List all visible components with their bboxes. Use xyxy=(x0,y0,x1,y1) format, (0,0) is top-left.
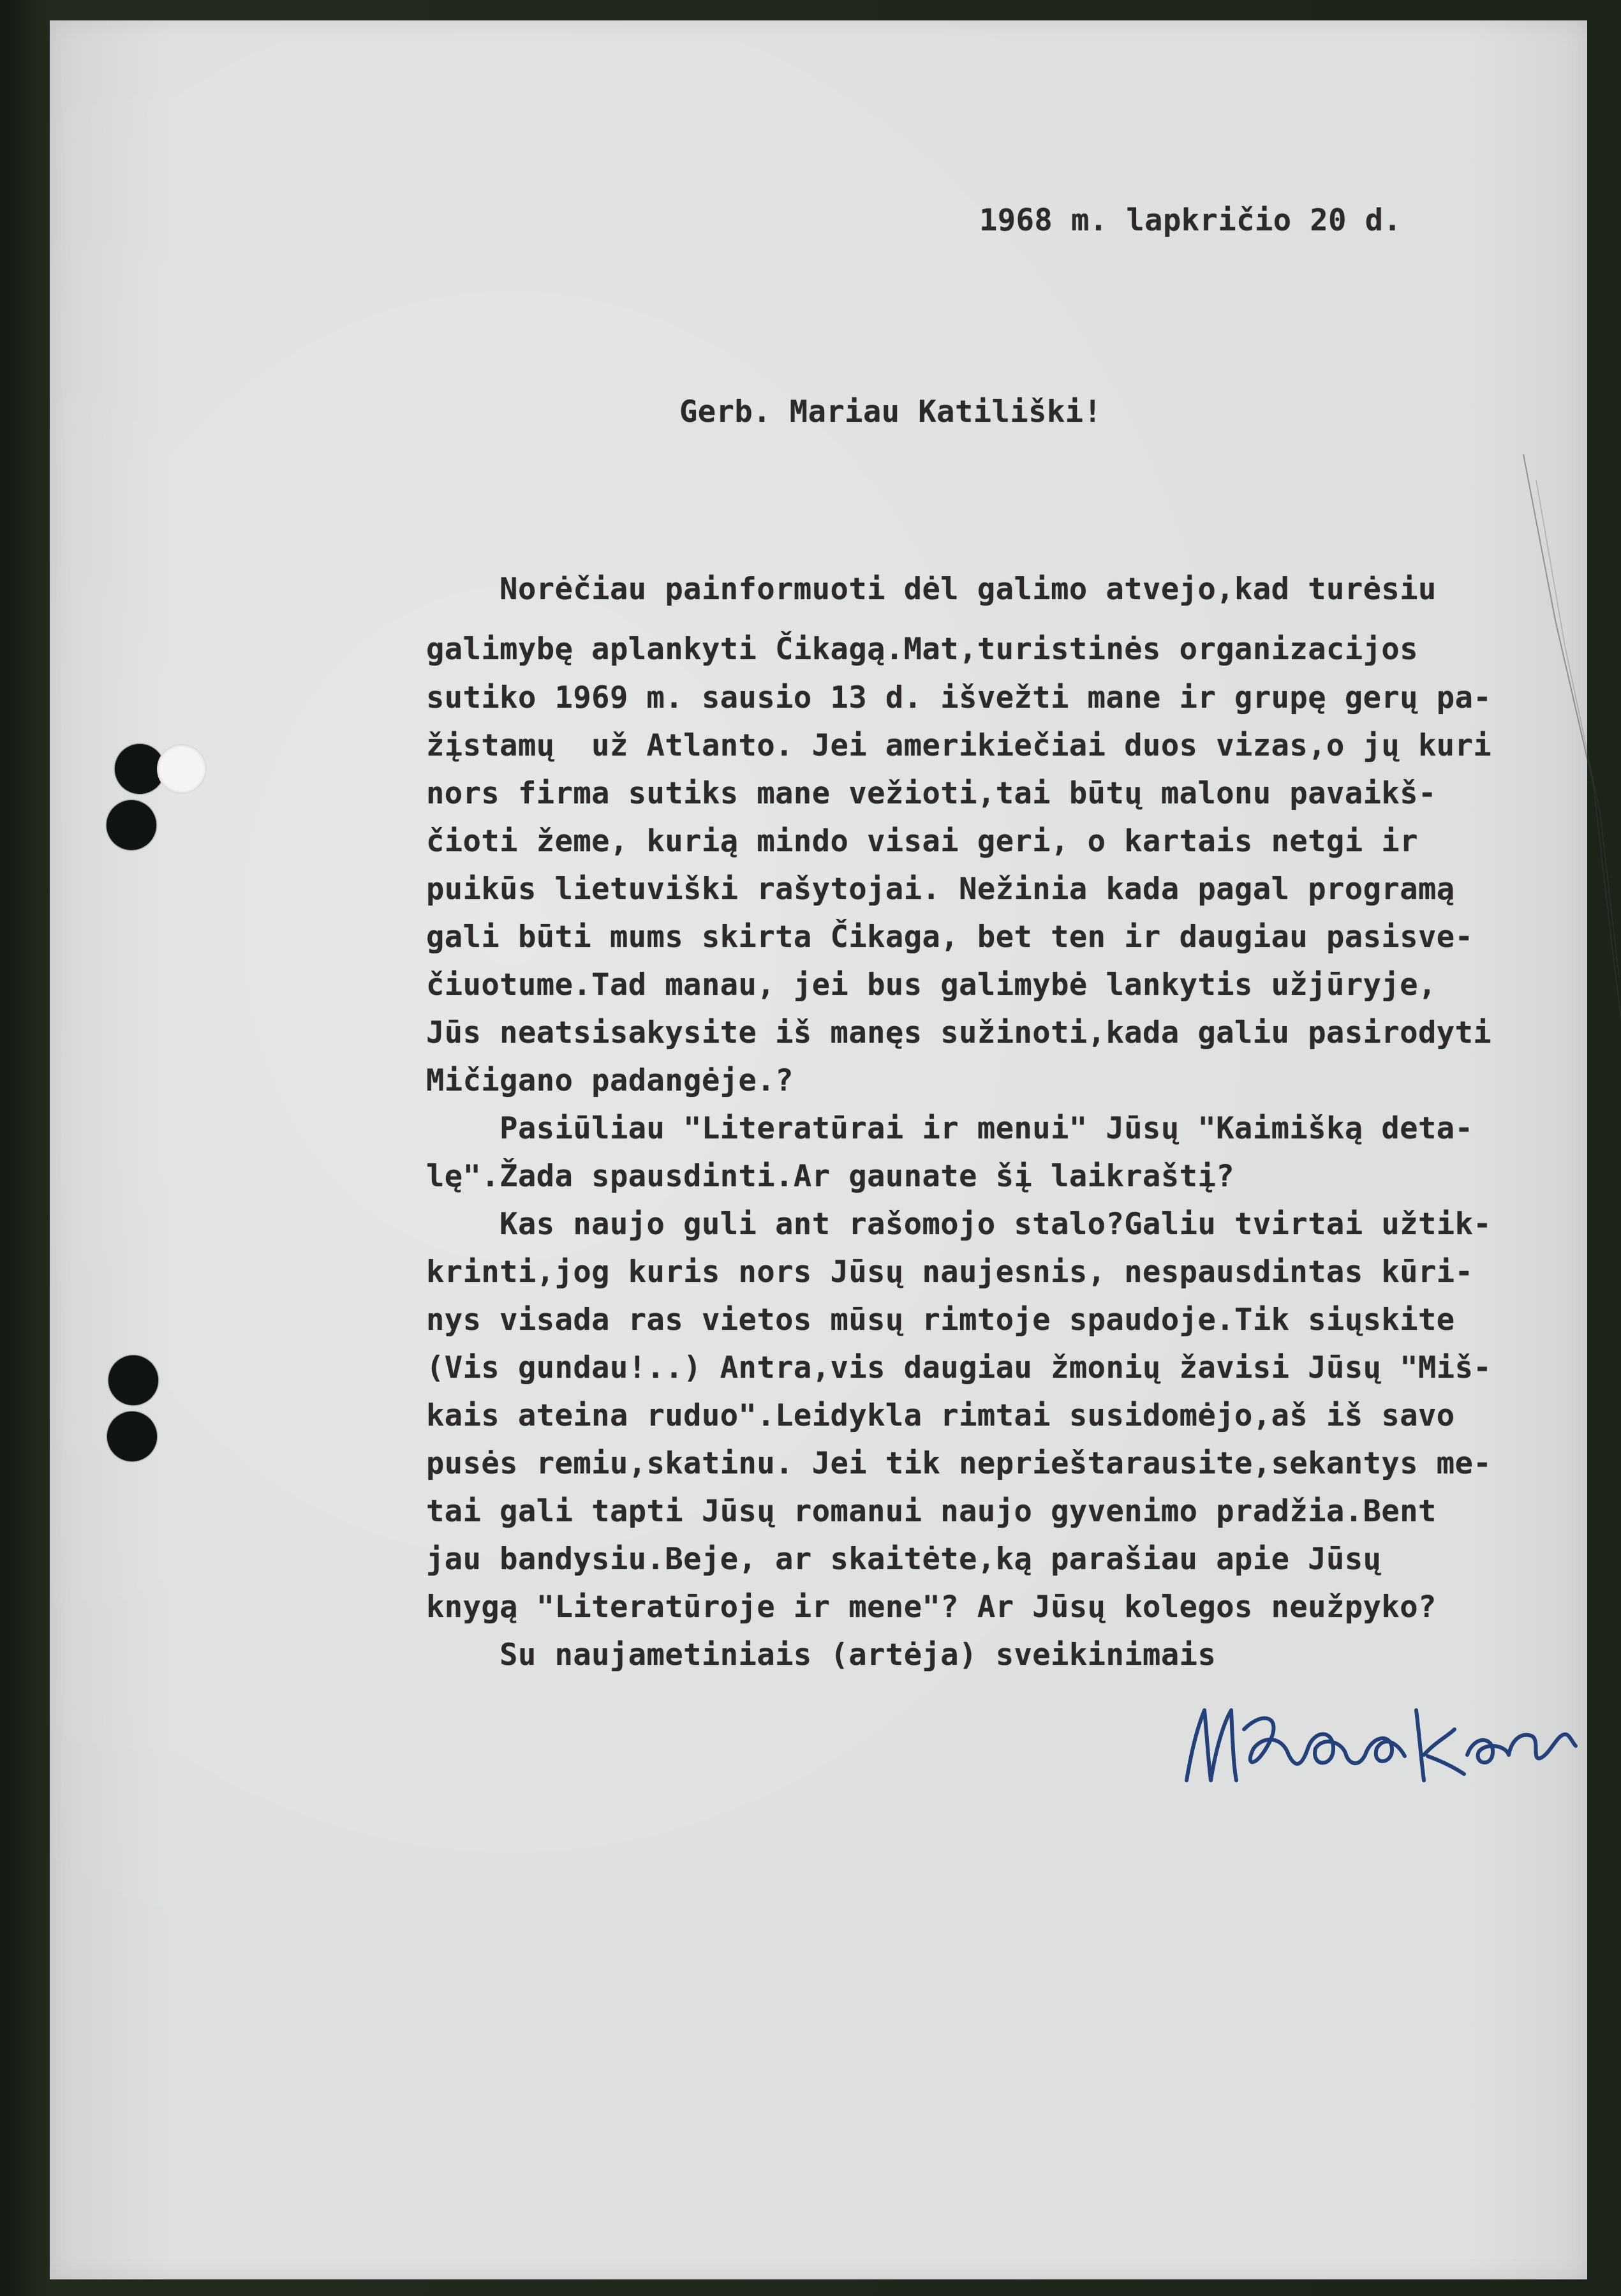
body-line: Jūs neatsisakysite iš manęs sužinoti,kada galiu pasirodyti xyxy=(426,1015,1492,1050)
body-line: nors firma sutiks mane vežioti,tai būtų malonu pavaikš- xyxy=(426,776,1437,811)
body-line: puikūs lietuviški rašytojai. Nežinia kada pagal programą xyxy=(426,872,1455,907)
body-line: lę".Žada spausdinti.Ar gaunate šį laikraštį? xyxy=(426,1159,1235,1194)
body-line: (Vis gundau!..) Antra,vis daugiau žmonių žavisi Jūsų "Miš- xyxy=(426,1350,1492,1385)
body-line: kais ateina ruduo".Leidykla rimtai susidomėjo,aš iš savo xyxy=(426,1398,1455,1433)
body-line: Mičigano padangėje.? xyxy=(426,1063,794,1098)
letter-page xyxy=(50,20,1587,2279)
body-line: Pasiūliau "Literatūrai ir menui" Jūsų "Kaimišką deta- xyxy=(426,1111,1474,1146)
body-line: Su naujametiniais (artėja) sveikinimais xyxy=(426,1637,1217,1673)
body-line: tai gali tapti Jūsų romanui naujo gyvenimo pradžia.Bent xyxy=(426,1494,1437,1529)
body-line: nys visada ras vietos mūsų rimtoje spaudoje.Tik siųskite xyxy=(426,1302,1455,1338)
body-line: krinti,jog kuris nors Jūsų naujesnis, nespausdintas kūri- xyxy=(426,1255,1474,1290)
body-line: jau bandysiu.Beje, ar skaitėte,ką parašiau apie Jūsų xyxy=(426,1542,1382,1577)
letter-date: 1968 m. lapkričio 20 d. xyxy=(979,203,1402,238)
body-line: Norėčiau painformuoti dėl galimo atvejo,kad turėsiu xyxy=(426,572,1437,607)
punch-hole-2 xyxy=(157,744,207,794)
handwritten-signature xyxy=(1174,1685,1582,1812)
body-line: Kas naujo guli ant rašomojo stalo?Galiu tvirtai užtik- xyxy=(426,1207,1492,1242)
body-line: čioti žeme, kurią mindo visai geri, o kartais netgi ir xyxy=(426,824,1419,859)
body-line: knygą "Literatūroje ir mene"? Ar Jūsų kolegos neužpyko? xyxy=(426,1590,1437,1625)
body-line: sutiko 1969 m. sausio 13 d. išvežti mane ir grupę gerų pa- xyxy=(426,680,1492,715)
punch-hole-4 xyxy=(108,1355,158,1405)
body-line: pusės remiu,skatinu. Jei tik neprieštarausite,sekantys me- xyxy=(426,1446,1492,1481)
punch-hole-5 xyxy=(107,1412,157,1461)
body-line: galimybę aplankyti Čikagą.Mat,turistinės organizacijos xyxy=(426,632,1419,667)
body-line: žįstamų už Atlanto. Jei amerikiečiai duos vizas,o jų kuri xyxy=(426,728,1492,763)
body-line: gali būti mums skirta Čikaga, bet ten ir daugiau pasisve- xyxy=(426,920,1474,955)
punch-hole-3 xyxy=(107,800,156,850)
letter-salutation: Gerb. Mariau Katiliški! xyxy=(679,394,1102,429)
body-line: čiuotume.Tad manau, jei bus galimybė lankytis užjūryje, xyxy=(426,967,1437,1003)
